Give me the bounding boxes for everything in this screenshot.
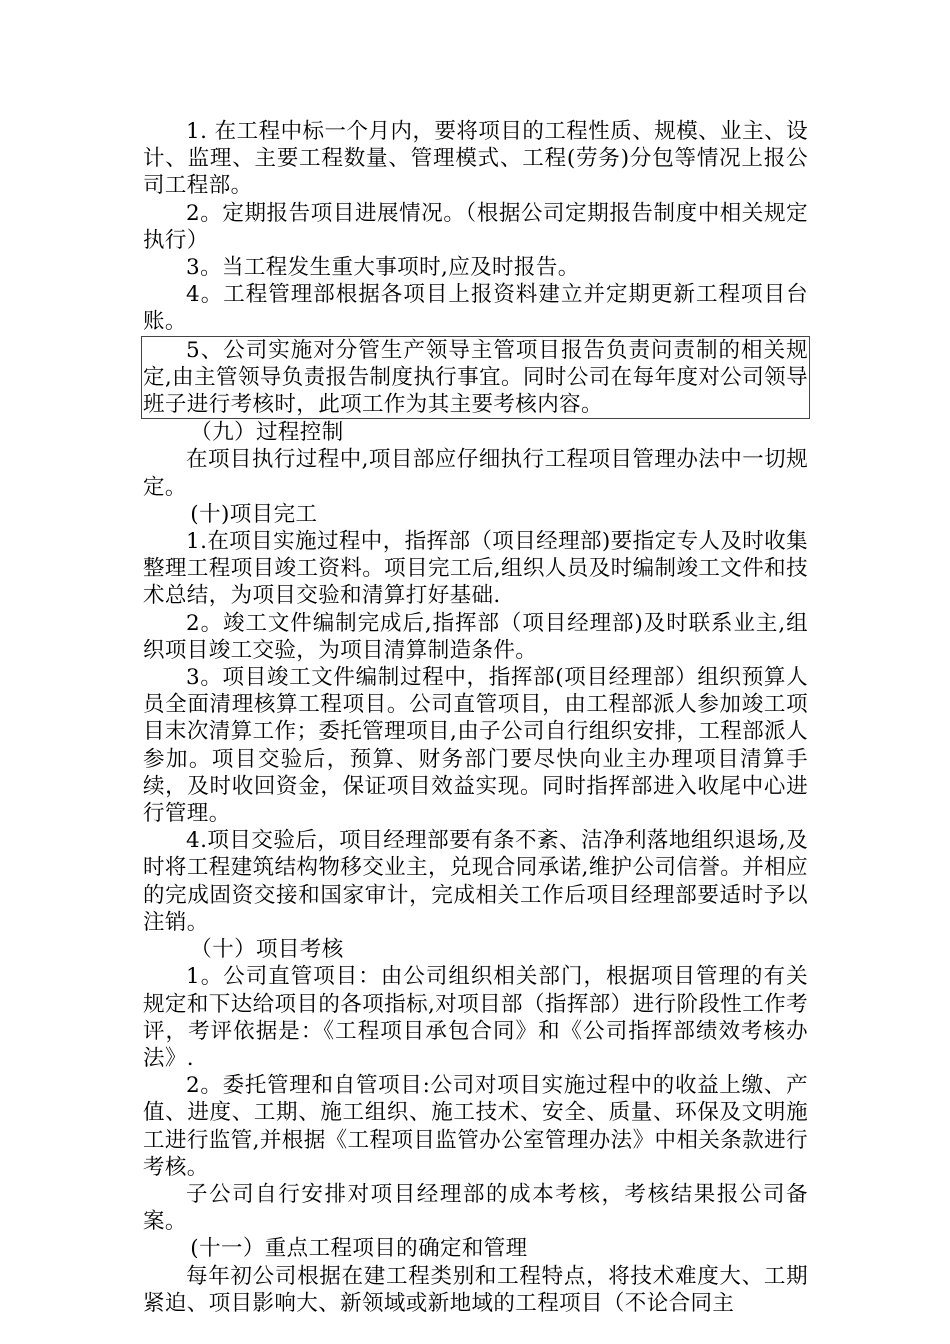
- paragraph-completion-1: 1.在项目实施过程中，指挥部（项目经理部)要指定专人及时收集整理工程项目竣工资料。项目完工后,组织人员及时编制竣工文件和技术总结，为项目交验和清算打好基础.: [143, 529, 808, 609]
- document-page: [143, 118, 808, 1317]
- paragraph-completion-4: 4.项目交验后，项目经理部要有条不紊、洁净利落地组织退场,及时将工程建筑结构物移交业主，兑现合同承诺,维护公司信誉。并相应的完成固资交接和国家审计，完成相关工作后项目经理部要适时予以注销。: [143, 828, 808, 935]
- paragraph-report-2: 2。定期报告项目进展情况。（根据公司定期报告制度中相关规定执行）: [143, 200, 808, 253]
- paragraph-report-1: 1. 在工程中标一个月内，要将项目的工程性质、规模、业主、设计、监理、主要工程数量、管理模式、工程(劳务)分包等情况上报公司工程部。: [143, 119, 808, 199]
- heading-process-control: （九）过程控制: [190, 420, 344, 446]
- paragraph-assessment-1: 1。公司直管项目：由公司组织相关部门，根据项目管理的有关规定和下达给项目的各项指标,对项目部（指挥部）进行阶段性工作考评，考评依据是：《工程项目承包合同》和《公司指挥部绩效考核办法》.: [143, 964, 808, 1071]
- paragraph-assessment-subsidiary: 子公司自行安排对项目经理部的成本考核，考核结果报公司备案。: [143, 1181, 808, 1235]
- paragraph-completion-2: 2。竣工文件编制完成后,指挥部（项目经理部)及时联系业主,组织项目竣工交验，为项目清算制造条件。: [143, 610, 808, 663]
- paragraph-completion-3: 3。项目竣工文件编制过程中，指挥部(项目经理部）组织预算人员全面清理核算工程项目。公司直管项目，由工程部派人参加竣工项目末次清算工作；委托管理项目,由子公司自行组织安排，工程部派人参加。项目交验后，预算、财务部门要尽快向业主办理项目清算手续，及时收回资金，保证项目效益实现。同时指挥部进入收尾中心进行管理。: [143, 665, 808, 827]
- paragraph-report-3: 3。当工程发生重大事项时,应及时报告。: [186, 255, 580, 281]
- heading-project-assessment: （十）项目考核: [190, 937, 344, 963]
- paragraph-assessment-2: 2。委托管理和自管项目:公司对项目实施过程中的收益上缴、产值、进度、工期、施工组织、施工技术、安全、质量、环保及文明施工进行监管,并根据《工程项目监管办公室管理办法》中相关条款进行考核。: [143, 1073, 808, 1180]
- paragraph-key-projects: 每年初公司根据在建工程类别和工程特点，将技术难度大、工期紧迫、项目影响大、新领域或新地域的工程项目（不论合同主: [143, 1263, 808, 1316]
- paragraph-process-control: 在项目执行过程中,项目部应仔细执行工程项目管理办法中一切规定。: [143, 447, 808, 500]
- paragraph-report-5-boxed: 5、公司实施对分管生产领导主管项目报告负责问责制的相关规定,由主管领导负责报告制度执行事宜。同时公司在每年度对公司领导班子进行考核时，此项工作为其主要考核内容。: [141, 336, 810, 420]
- paragraph-report-4: 4。工程管理部根据各项目上报资料建立并定期更新工程项目台账。: [143, 282, 808, 335]
- heading-project-completion: (十)项目完工: [190, 501, 318, 527]
- heading-key-projects: (十一）重点工程项目的确定和管理: [190, 1236, 528, 1262]
